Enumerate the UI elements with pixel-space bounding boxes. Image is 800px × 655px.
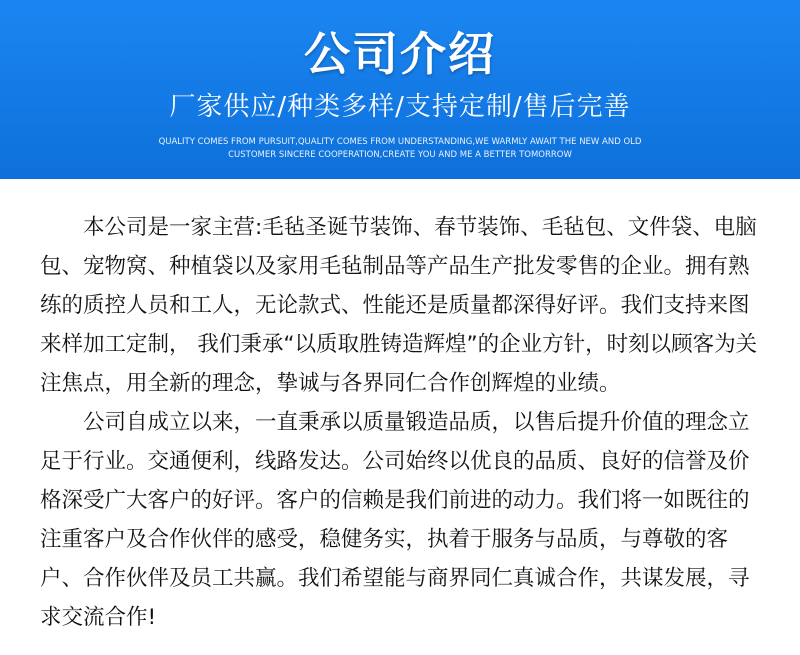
banner-title: 公司介绍 bbox=[304, 27, 496, 81]
english-tagline-line-1: QUALITY COMES FROM PURSUIT,QUALITY COMES FROM UNDERSTANDING,WE WARMLY AWAIT THE NEW AND OLD bbox=[158, 137, 642, 147]
company-description bbox=[40, 208, 760, 637]
banner-subtitle: 厂家供应/种类多样/支持定制/售后完善 bbox=[169, 92, 631, 122]
banner-english-tagline bbox=[0, 136, 800, 162]
english-tagline-line-2: CUSTOMER SINCERE COOPERATION,CREATE YOU AND ME A BETTER TOMORROW bbox=[228, 150, 572, 160]
description-paragraph-1: 本公司是一家主营:毛毡圣诞节装饰、春节装饰、毛毡包、文件袋、电脑包、宠物窝、种植袋以及家用毛毡制品等产品生产批发零售的企业。拥有熟练的质控人员和工人，无论款式、性能还是质量都深得好评。我们支持来图来样加工定制， 我们秉承“以质取胜铸造辉煌”的企业方针，时刻以顾客为关注焦点，用全新的理念，挚诚与各界同仁合作创辉煌的业绩。 bbox=[40, 215, 758, 396]
description-paragraph-2: 公司自成立以来，一直秉承以质量锻造品质，以售后提升价值的理念立足于行业。交通便利，线路发达。公司始终以优良的品质、良好的信誉及价格深受广大客户的好评。客户的信赖是我们前进的动力。我们将一如既往的注重客户及合作伙伴的感受，稳健务实，执着于服务与品质，与尊敬的客户、合作伙伴及员工共赢。我们希望能与商界同仁真诚合作，共谋发展，寻求交流合作! bbox=[40, 410, 750, 630]
header-banner bbox=[0, 0, 800, 179]
